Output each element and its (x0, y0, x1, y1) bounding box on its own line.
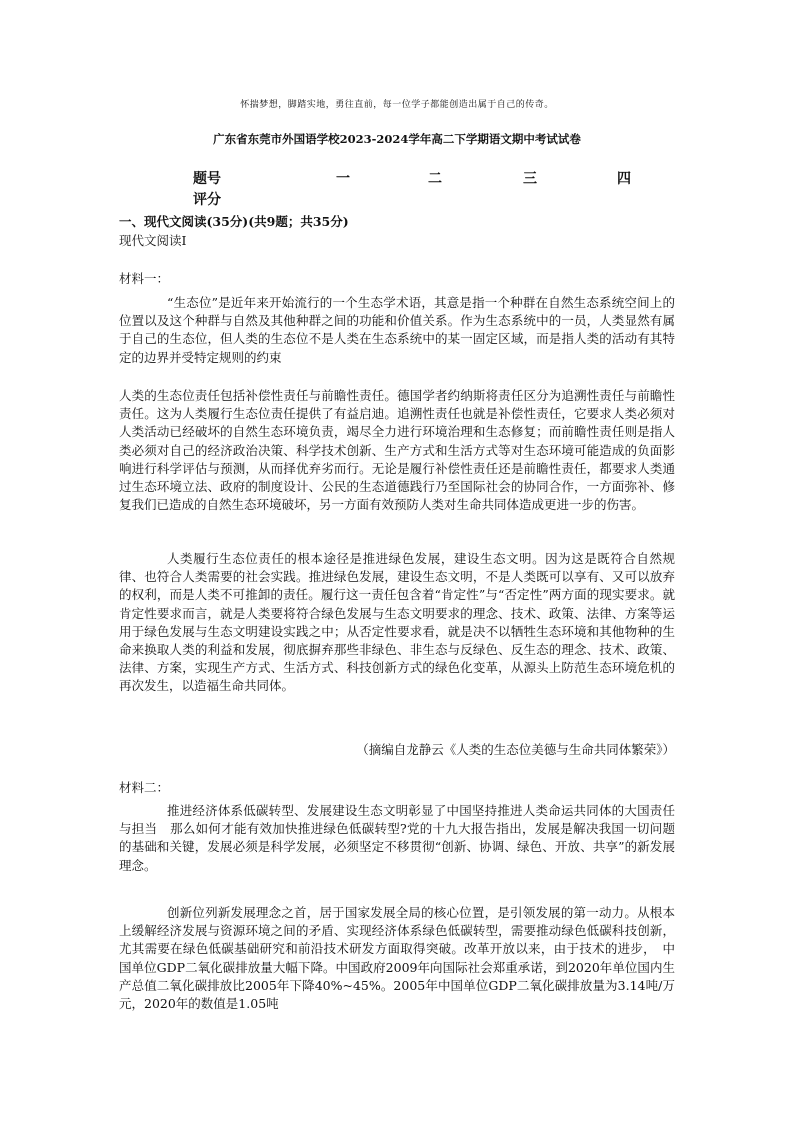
material-1-paragraph: 人类的生态位责任包括补偿性责任与前瞻性责任。德国学者约纳斯将责任区分为追溯性责任与前瞻性责任。这为人类履行生态位责任提供了有益启迪。追溯性责任也就是补偿性责任，它要求人类必须对人类活动已经破坏的自然生态环境负责，竭尽全力进行环境治理和生态修复；而前瞻性责任则是指人类必须对自己的经济政治决策、科学技术创新、生产方式和生活方式等对生态环境可能造成的负面影响进行科学评估与预测，从而择优弃劣而行。无论是履行补偿性责任还是前瞻性责任，都要求人类通过生态环境立法、政府的制度设计、公民的生态道德践行乃至国际社会的协同合作，一方面弥补、修复我们已造成的自然生态环境破坏，另一方面有效预防人类对生命共同体造成更进一步的伤害。 (119, 388, 675, 513)
score-table-col-1: 一 (336, 171, 350, 187)
section-heading: 一、现代文阅读(35分)(共9题；共35分) (119, 214, 349, 229)
score-table-question-label: 题号 (193, 171, 221, 187)
header-motto: 怀揣梦想，脚踏实地，勇往直前，每一位学子都能创造出属于自己的传奇。 (240, 100, 554, 110)
score-table-header-row (193, 168, 643, 188)
score-table-col-4: 四 (617, 171, 631, 187)
material-2-paragraph: 推进经济体系低碳转型、发展建设生态文明彰显了中国坚持推进人类命运共同体的大国责任与担当 那么如何才能有效加快推进绿色低碳转型?党的十九大报告指出，发展是解决我国一切问题的基础和关键，发展必须是科学发展，必须坚定不移贯彻“创新、协调、绿色、开放、共享”的新发展理念。 (119, 803, 675, 873)
material-1-source: （摘编自龙静云《人类的生态位美德与生命共同体繁荣》） (356, 742, 675, 757)
material-1-paragraph: 人类履行生态位责任的根本途径是推进绿色发展，建设生态文明。因为这是既符合自然规律、也符合人类需要的社会实践。推进绿色发展，建设生态文明，不是人类既可以享有、又可以放弃的权利，而是人类不可推卸的责任。履行这一责任包含着“肯定性”与“否定性”两方面的现实要求。就肯定性要求而言，就是人类要将符合绿色发展与生态文明要求的理念、技术、政策、法律、方案等运用于绿色发展与生态文明建设实践之中；从否定性要求看，就是决不以牺牲生态环境和其他物种的生命来换取人类的利益和发展，彻底摒弃那些非绿色、非生态与反绿色、反生态的理念、技术、政策、法律、方案，实现生产方式、生活方式、科技创新方式的绿色化变革，从源头上防范生态环境危机的再次发生，以造福生命共同体。 (119, 551, 675, 694)
material-1-paragraph: “生态位”是近年来开始流行的一个生态学术语，其意是指一个种群在自然生态系统空间上的位置以及这个种群与自然及其他种群之间的功能和价值关系。作为生态系统中的一员，人类显然有属于自己的生态位，但人类的生态位不是人类在生态系统中的某一固定区域，而是指人类的活动有其特定的边界并受特定规则的约束 (119, 295, 675, 365)
score-table-score-label: 评分 (193, 192, 221, 208)
material-2-label: 材料二： (119, 780, 170, 795)
section-sub-heading: 现代文阅读Ⅰ (119, 233, 187, 248)
exam-title: 广东省东莞市外国语学校2023-2024学年高二下学期语文期中考试试卷 (213, 132, 581, 146)
score-table-col-3: 三 (523, 171, 537, 187)
score-table-col-2: 二 (428, 171, 442, 187)
material-1-label: 材料一： (119, 271, 170, 286)
material-2-paragraph: 创新位列新发展理念之首，居于国家发展全局的核心位置，是引领发展的第一动力。从根本上缓解经济发展与资源环境之间的矛盾、实现经济体系绿色低碳转型，需要推动绿色低碳科技创新，尤其需要在绿色低碳基础研究和前沿技术研发方面取得突破。改革开放以来，由于技术的进步， 中国单位GDP二氧化碳排放量大幅下降。中国政府2009年向国际社会郑重承诺，到2020年单位国内生产总值二氧化碳排放比2005年下降40%~45%。2005年中国单位GDP二氧化碳排放量为3.14吨/万元，2020年的数值是1.05吨 (119, 905, 675, 1012)
